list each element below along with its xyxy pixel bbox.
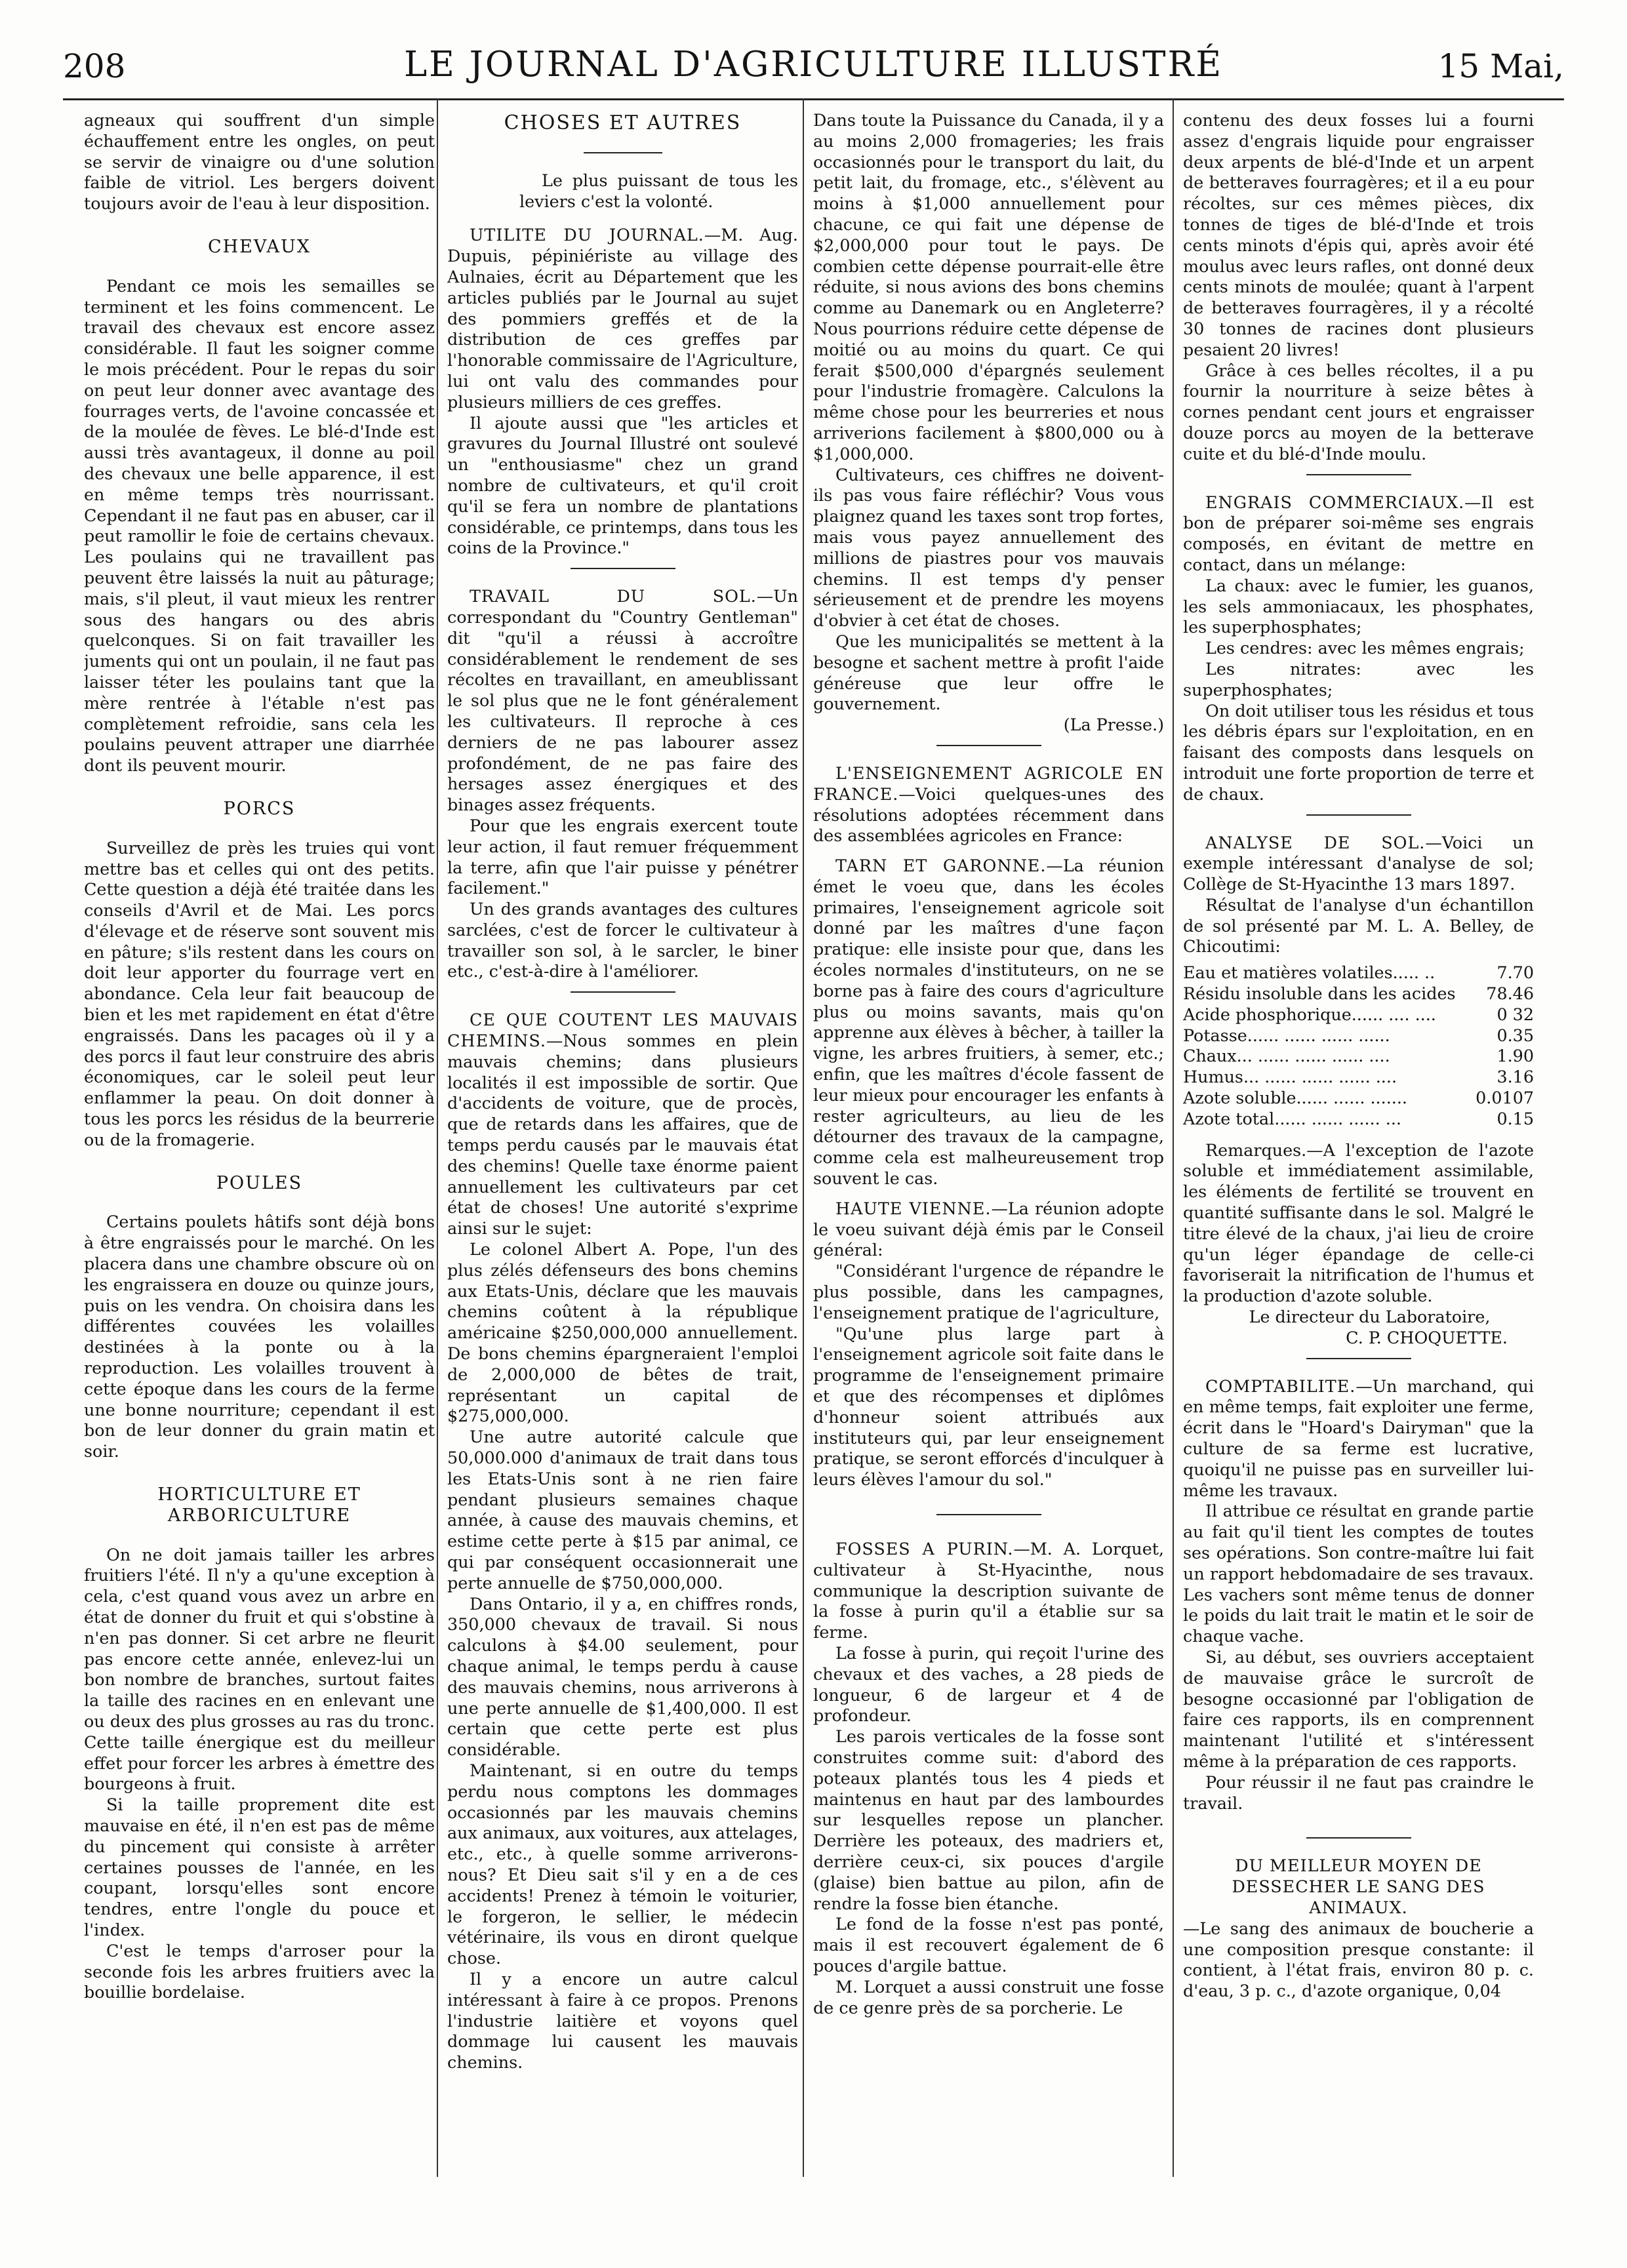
section-heading-porcs: PORCS	[223, 798, 296, 819]
paragraph: Surveillez de près les truies qui vont mettre bas et celles qui ont des petits. Cette question a déjà été traitée dans les conseils d'Avril et de Mai. Les porcs d'élevage et de réserve sont souvent mis en pâture; s'ils restent dans les cours on doit leur apporter du fourrage vert en abondance. Cela leur fait beaucoup de bien et les met rapidement en état d'être engraissés. Dans les pacages où il y a des porcs il faut leur construire des abris économiques, car le soleil peut leur enflammer la peau. On doit donner à tous les porcs les résidus de la beurrerie ou de la fromagerie.	[84, 837, 435, 1149]
analysis-label: Chaux... ...... ...... ...... ....	[1183, 1046, 1390, 1066]
analysis-value: 78.46	[1486, 984, 1534, 1004]
analysis-row	[1183, 1088, 1534, 1109]
paragraph: "Qu'une plus large part à l'enseignement agricole soit faite dans le programme de l'enseignement primaire et que des récompenses et diplômes d'honneur soient attribués aux instituteurs qui, par leur enseignement pratique, se seront efforcés d'inculquer à leurs élèves l'amour du sol."	[813, 1323, 1164, 1490]
paragraph: Remarques.—A l'exception de l'azote soluble et immédiatement assimilable, les éléments de fertilité se trouvent en quantité suffisante dans le sol. Malgré le titre élevé de la chaux, j'ai lieu de croire qu'un léger épandage de celle-ci favoriserait la nitrification de l'humus et la production d'azote soluble.	[1183, 1140, 1534, 1306]
page-header	[63, 38, 1564, 100]
column-rule	[437, 98, 438, 2177]
paragraph: contenu des deux fosses lui a fourni assez d'engrais liquide pour engraisser deux arpents de blé-d'Inde et un arpent de betteraves fourragères; et il a eu pour récoltes, sur ces mêmes pièces, dix tonnes de tiges de blé-d'Inde et trois cents minots d'épis qui, après avoir été moulus avec leurs rafles, ont donné deux cents minots de moulée; quant à l'arpent de betteraves fourragères, il y a récolté 30 tonnes de racines dont plusieurs pesaient 20 livres!	[1183, 110, 1534, 359]
separator	[571, 991, 675, 993]
analysis-value: 1.90	[1496, 1046, 1534, 1066]
article-text: —M. A. Lorquet, cultivateur à St-Hyacinthe, nous communique la description suivante de la fosse à purin qu'il a établie sur sa ferme.	[813, 1539, 1164, 1642]
analysis-value: 0.35	[1496, 1025, 1534, 1045]
paragraph: La fosse à purin, qui reçoit l'urine des chevaux et des vaches, a 28 pieds de longueur, 6 de largeur et 4 de profondeur.	[813, 1642, 1164, 1726]
analysis-row	[1183, 1109, 1534, 1130]
article-lead: L'ENSEIGNEMENT AGRICOLE EN FRANCE.	[813, 763, 1164, 804]
separator	[1306, 1358, 1411, 1359]
article-lead: FOSSES A PURIN.	[835, 1539, 1014, 1559]
analysis-label: Azote soluble...... ...... .......	[1183, 1088, 1407, 1108]
article-lead: HAUTE VIENNE.	[835, 1198, 992, 1218]
column-rule	[1173, 98, 1174, 2177]
paragraph: Si la taille proprement dite est mauvaise en été, il n'en est pas de même du pincement qui consiste à arrêter certaines pousses de l'année, en les coupant, lorsqu'elles sont encore tendres, entre l'ongle du pouce et l'index.	[84, 1795, 435, 1940]
source-credit: (La Presse.)	[1063, 715, 1164, 735]
column-4	[1183, 110, 1534, 2182]
article-lead: ANALYSE DE SOL.	[1205, 832, 1426, 852]
analysis-label: Potasse...... ...... ...... ......	[1183, 1025, 1390, 1045]
paragraph: C'est le temps d'arroser pour la seconde fois les arbres fruitiers avec la bouillie bordelaise.	[84, 1940, 435, 2002]
paragraph: La chaux: avec le fumier, les guanos, les sels ammoniacaux, les phosphates, les superphosphates;	[1183, 575, 1534, 637]
analysis-row	[1183, 1025, 1534, 1046]
paragraph: Dans Ontario, il y a, en chiffres ronds, 350,000 chevaux de travail. Si nous calculons à $4.00 seulement, pour chaque animal, le temps perdu à cause des mauvais chemins, nous arriverons à une perte annuelle de $1,400,000. Il est certain que cette perte est plus considérable.	[447, 1593, 798, 1760]
page-number: 208	[63, 47, 126, 85]
paragraph: Les parois verticales de la fosse sont construites comme suit: d'abord des poteaux plantés tous les 4 pieds et maintenus en haut par des lambourdes sur lesquelles repose un plancher. Derrière les poteaux, des madriers et, derrière ceux-ci, six pouces d'argile (glaise) bien battue au pilon, afin de rendre la fosse bien étanche.	[813, 1726, 1164, 1913]
article-text: —Le sang des animaux de boucherie a une composition presque constante: il contient, à l'état frais, environ 80 p. c. d'eau, 3 p. c., d'azote organique, 0,04	[1183, 1918, 1534, 2001]
column-3	[813, 110, 1164, 2182]
analysis-row	[1183, 1067, 1534, 1088]
paragraph: Dans toute la Puissance du Canada, il y a au moins 2,000 fromageries; les frais occasionnés pour le transport du lait, du petit lait, du fromage, etc., s'élèvent au moins à $1,000 annuellement pour chacune, ce qui fait une dépense de $2,000,000 pour tout le pays. De combien cette dépense pourrait-elle être réduite, si nous avions des bons chemins comme au Danemark ou en Angleterre? Nous pourrions réduire cette dépense de moitié ou au moins du quart. Ce qui ferait $500,000 d'épargnés seulement pour l'industrie fromagère. Calculons la même chose pour les beurreries et nous arriverions facilement à $800,000 ou à $1,000,000.	[813, 110, 1164, 464]
paragraph: Le fond de la fosse n'est pas ponté, mais il est recouvert également de 6 pouces d'argile battue.	[813, 1914, 1164, 1976]
paragraph: Les cendres: avec les mêmes engrais;	[1205, 638, 1525, 658]
analysis-row	[1183, 963, 1534, 984]
paragraph: Il attribue ce résultat en grande partie au fait qu'il tient les comptes de toutes ses opérations. Son contre-maître lui fait un rapport hebdomadaire de ses travaux. Les vachers sont même tenus de donner le poids du lait trait le matin et le soir de chaque vache.	[1183, 1501, 1534, 1646]
article-text: —Nous sommes en plein mauvais chemins; dans plusieurs localités il est impossible de sortir. Que d'accidents de voiture, que de procès, que de retards dans les affaires, que de temps perdu causés par le mauvais état des chemins! Quelle taxe énorme paient annuellement les cultivateurs par cet état de choses! Une autorité s'exprime ainsi sur le sujet:	[447, 1031, 798, 1239]
article-text: —Voici quelques-unes des résolutions adoptées récemment dans des assemblées agricoles en France:	[813, 784, 1164, 846]
article-text: —M. Aug. Dupuis, pépiniériste au village des Aulnaies, écrit au Département que les articles publiés par le Journal au sujet des pommiers greffés et de la distribution de ces greffes par l'honorable commissaire de l'Agriculture, lui ont valu des commandes pour plusieurs milliers de ces greffes.	[447, 225, 798, 412]
paragraph: Il y a encore un autre calcul intéressant à faire à ce propos. Prenons l'industrie laitière et voyons quel dommage lui causent les mauvais chemins.	[447, 1968, 798, 2073]
signature-title: Le directeur du Laboratoire,	[1249, 1307, 1491, 1327]
separator	[1306, 474, 1411, 475]
separator	[1306, 1837, 1411, 1839]
article-text: —La réunion émet le voeu que, dans les écoles primaires, l'enseignement agricole soit donné par les maîtres d'une façon pratique: elle insiste pour que, dans les écoles normales d'instituteurs, on ne se borne pas à faire des cours d'agriculture plus ou moins savants, mais qu'on apprenne aux élèves à bêcher, à tailler la vigne, les arbres fruitiers, à semer, etc.; enfin, que les maîtres d'école fassent de leur mieux pour encourager les enfants à rester agriculteurs, au lieu de les détourner des travaux de la campagne, comme cela est malheureusement trop souvent le cas.	[813, 856, 1164, 1189]
paragraph: On doit utiliser tous les résidus et tous les débris épars sur l'exploitation, en en faisant des composts dans lesquels on introduit une forte proportion de terre et de chaux.	[1183, 700, 1534, 804]
paragraph: Certains poulets hâtifs sont déjà bons à être engraissés pour le marché. On les placera dans une chambre obscure où on les engraissera en douze ou quinze jours, puis on les vendra. On choisira dans les différentes couvées les volailles destinées à la ponte ou à la reproduction. Les volailles trouvent à cette époque dans les cours de la ferme une bonne nourriture; cependant il est bon de leur donner du grain matin et soir.	[84, 1212, 435, 1462]
column-rule	[803, 98, 804, 2177]
analysis-value: 0.0107	[1476, 1088, 1534, 1108]
section-heading-horticulture: HORTICULTURE ET ARBORICULTURE	[157, 1484, 361, 1526]
paragraph: "Considérant l'urgence de répandre le plus possible, dans les campagnes, l'enseignement pratique de l'agriculture,	[813, 1261, 1164, 1323]
article-text: —Un correspondant du "Country Gentleman" dit "qu'il a réussi à accroître considérablement le rendement de ses récoltes en travaillant, en ameublissant le sol plus que ne le font généralement les cultivateurs. Il reproche à ces derniers de ne pas labourer assez profondément, de ne pas faire des hersages assez énergiques et des binages assez fréquents.	[447, 586, 798, 815]
article-text: —La réunion adopte le voeu suivant déjà émis par le Conseil général:	[813, 1198, 1164, 1260]
analysis-label: Eau et matières volatiles..... ..	[1183, 963, 1436, 983]
epigraph: Le plus puissant de tous les leviers c'est la volonté.	[519, 170, 798, 211]
paragraph: M. Lorquet a aussi construit une fosse de ce genre près de sa porcherie. Le	[813, 1976, 1164, 2018]
separator	[1306, 814, 1411, 816]
article-text: —Un marchand, qui en même temps, fait exploiter une ferme, écrit dans le "Hoard's Dairyman" que la culture de sa ferme est lucrative, quoiqu'il ne puisse pas en surveiller lui-même les travaux.	[1183, 1376, 1534, 1500]
paragraph: agneaux qui souffrent d'un simple échauffement entre les ongles, on peut se servir de vinaigre ou d'une solution faible de vitriol. Les bergers doivent toujours avoir de l'eau à leur disposition.	[84, 110, 435, 214]
analysis-row	[1183, 1005, 1534, 1025]
section-heading-chevaux: CHEVAUX	[207, 236, 311, 257]
paragraph: Grâce à ces belles récoltes, il a pu fournir la nourriture à seize bêtes à cornes pendant cent jours et engraisser douze porcs au moyen de la betterave cuite et du blé-d'Inde moulu.	[1183, 360, 1534, 464]
paragraph: Un des grands avantages des cultures sarclées, c'est de forcer le cultivateur à travailler son sol, à le sarcler, le biner etc., c'est-à-dire à l'améliorer.	[447, 899, 798, 982]
paragraph: Maintenant, si en outre du temps perdu nous comptons les dommages occasionnés par les mauvais chemins aux animaux, aux voitures, aux attelages, etc., etc., à quelle somme arriverons-nous? Et Dieu sait s'il y en a de ces accidents! Prenez à témoin le voiturier, le forgeron, le sellier, le médecin vétérinaire, ils vous en diront quelque chose.	[447, 1760, 798, 1968]
analysis-row	[1183, 1046, 1534, 1067]
column-1	[84, 110, 435, 2182]
separator	[571, 568, 675, 569]
analysis-row	[1183, 984, 1534, 1005]
paragraph: Résultat de l'analyse d'un échantillon de sol présenté par M. L. A. Belley, de Chicoutimi:	[1183, 894, 1534, 957]
paragraph: Il ajoute aussi que "les articles et gravures du Journal Illustré ont soulevé un "enthousiasme" chez un grand nombre de cultivateurs, et qu'il croit qu'il se fera un nombre de plantations considérable, ce printemps, dans tous les coins de la Province."	[447, 412, 798, 558]
article-lead: CE QUE COUTENT LES MAUVAIS CHEMINS.	[447, 1010, 798, 1051]
article-lead: DU MEILLEUR MOYEN DE DESSECHER LE SANG DES ANIMAUX.	[1232, 1856, 1485, 1917]
paragraph: Le colonel Albert A. Pope, l'un des plus zélés défenseurs des bons chemins aux Etats-Unis, déclare que les mauvais chemins coûtent à la république américaine $250,000,000 annuellement. De bons chemins épargneraient l'emploi de 2,000,000 de bêtes de trait, représentant un capital de $275,000,000.	[447, 1239, 798, 1426]
analysis-value: 0.15	[1496, 1108, 1534, 1128]
paragraph: Cultivateurs, ces chiffres ne doivent-ils pas vous faire réfléchir? Vous vous plaignez quand les taxes sont trop fortes, mais vous payez annuellement des millions de piastres pour vos mauvais chemins. Il est temps d'y penser sérieusement et de prendre les moyens d'obvier à cet état de choses.	[813, 464, 1164, 631]
separator	[584, 152, 662, 153]
separator	[936, 1514, 1041, 1515]
issue-date: 15 Mai,	[1437, 47, 1564, 85]
article-lead: TARN ET GARONNE.	[835, 856, 1047, 876]
separator	[936, 745, 1041, 746]
section-heading-choses-et-autres: CHOSES ET AUTRES	[504, 111, 742, 134]
paragraph: Les nitrates: avec les superphosphates;	[1183, 658, 1534, 700]
paragraph: Si, au début, ses ouvriers acceptaient de mauvaise grâce le surcroît de besogne occasionné par l'obligation de faire ces rapports, ils en comprennent maintenant l'utilité et s'intéressent même à la préparation de ces rapports.	[1183, 1646, 1534, 1771]
analysis-value: 0 32	[1496, 1004, 1534, 1024]
paragraph: On ne doit jamais tailler les arbres fruitiers l'été. Il n'y a qu'une exception à cela, c'est quand vous avez un arbre en état de donner du fruit et qui s'obstine à n'en pas donner. Si cet arbre ne fleurit pas encore cette année, enlevez-lui un bon nombre de branches, surtout faites la taille des racines en en enlevant une ou deux des plus grosses au ras du tronc. Cette taille énergique est du meilleur effet pour forcer les arbres à émettre des bourgeons à fruit.	[84, 1544, 435, 1794]
signature-name: C. P. CHOQUETTE.	[1346, 1327, 1508, 1347]
article-text: —Il est bon de préparer soi-même ses engrais composés, en évitant de mettre en contact, dans un mélange:	[1183, 492, 1534, 574]
analysis-value: 3.16	[1496, 1067, 1534, 1087]
analysis-value: 7.70	[1496, 963, 1534, 983]
analysis-label: Résidu insoluble dans les acides	[1183, 984, 1456, 1004]
analysis-label: Humus... ...... ...... ...... ....	[1183, 1067, 1397, 1087]
analysis-label: Azote total...... ...... ...... ...	[1183, 1108, 1401, 1128]
article-text: —Voici un exemple intéressant d'analyse de sol; Collège de St-Hyacinthe 13 mars 1897.	[1183, 832, 1534, 894]
column-2	[447, 110, 798, 2182]
article-lead: TRAVAIL DU SOL.	[470, 586, 757, 607]
section-heading-poules: POULES	[216, 1172, 303, 1193]
soil-analysis-table	[1183, 963, 1534, 1129]
paragraph: Pour réussir il ne faut pas craindre le travail.	[1183, 1772, 1534, 1813]
journal-title: LE JOURNAL D'AGRICULTURE ILLUSTRÉ	[403, 45, 1224, 85]
article-lead: COMPTABILITE.	[1205, 1376, 1356, 1396]
article-lead: ENGRAIS COMMERCIAUX.	[1205, 492, 1465, 512]
article-lead: UTILITE DU JOURNAL.	[470, 225, 704, 245]
paragraph: Pendant ce mois les semailles se terminent et les foins commencent. Le travail des chevaux est encore assez considérable. Il faut les soigner comme le mois précédent. Pour le repas du soir on peut leur donner avec avantage des fourrages verts, de l'avoine concassée et de la moulée de fèves. Le blé-d'Inde est aussi très avantageux, il donne au poil des chevaux une belle apparence, il est en même temps très nourrissant. Cependant il ne faut pas en abuser, car il peut ramollir le foie de certains chevaux. Les poulains qui ne travaillent pas peuvent être laissés la nuit au pâturage; mais, s'il pleut, il vaut mieux les rentrer sous des hangars ou des abris quelconques. Si on fait travailler les juments qui ont un poulain, il ne faut pas laisser téter les poulains tant que la mère rentrée à l'étable n'est pas complètement refroidie, sans cela les poulains peuvent attraper une diarrhée dont ils peuvent mourir.	[84, 275, 435, 776]
analysis-label: Acide phosphorique...... .... ....	[1183, 1004, 1436, 1024]
paragraph: Que les municipalités se mettent à la besogne et sachent mettre à profit l'aide généreuse que leur offre le gouvernement.	[813, 631, 1164, 714]
paragraph: Pour que les engrais exercent toute leur action, il faut remuer fréquemment la terre, afin que l'air puisse y pénétrer facilement."	[447, 815, 798, 898]
paragraph: Une autre autorité calcule que 50,000.000 d'animaux de trait dans tous les Etats-Unis sont à ne rien faire pendant plusieurs semaines chaque année, à cause des mauvais chemins, et estime cette perte à $15 par animal, ce qui par conséquent occasionnerait une perte annuelle de $750,000,000.	[447, 1427, 798, 1593]
